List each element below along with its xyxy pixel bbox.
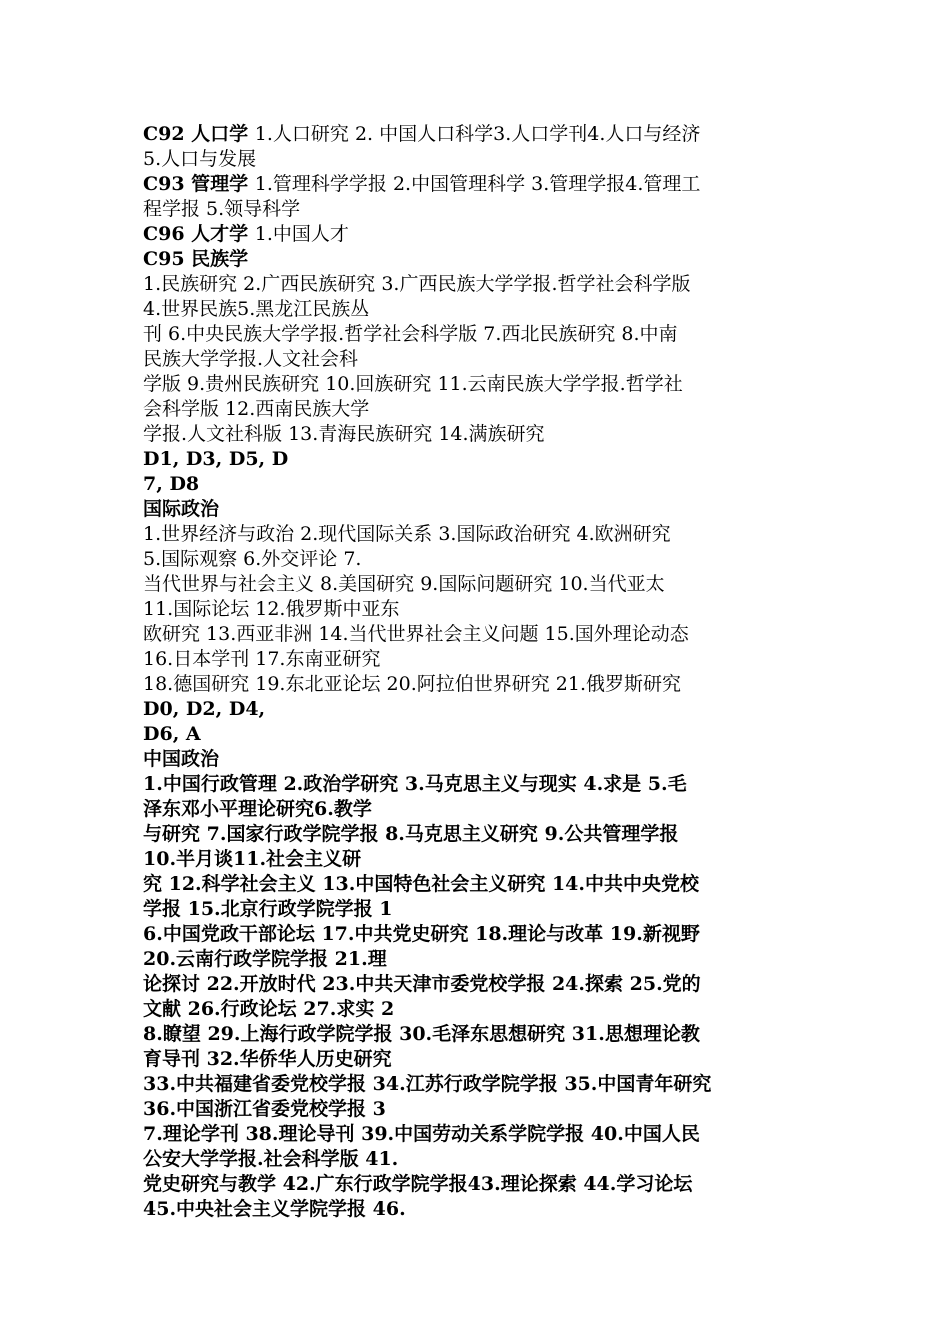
bold-text-segment: 7, D8 — [143, 473, 200, 495]
text-line — [143, 672, 813, 697]
text-line — [143, 897, 813, 922]
bold-text-segment: 33.中共福建省委党校学报 34.江苏行政学院学报 35.中国青年研究 — [143, 1073, 712, 1095]
bold-text-segment: C95 民族学 — [143, 248, 249, 270]
text-line — [143, 522, 813, 547]
text-segment: 1.世界经济与政治 2.现代国际关系 3.国际政治研究 4.欧洲研究 — [143, 523, 671, 545]
text-segment: 5.人口与发展 — [143, 148, 257, 170]
text-line — [143, 972, 813, 997]
text-line — [143, 397, 813, 422]
bold-text-segment: 学报 15.北京行政学院学报 1 — [143, 898, 393, 920]
bold-text-segment: C96 人才学 — [143, 223, 255, 245]
bold-text-segment: 究 12.科学社会主义 13.中国特色社会主义研究 14.中共中央党校 — [143, 873, 700, 895]
text-line — [143, 422, 813, 447]
text-line — [143, 947, 813, 972]
text-line — [143, 772, 813, 797]
text-line — [143, 597, 813, 622]
text-line — [143, 997, 813, 1022]
bold-text-segment: 论探讨 22.开放时代 23.中共天津市委党校学报 24.探索 25.党的 — [143, 973, 701, 995]
bold-text-segment: C93 管理学 — [143, 173, 255, 195]
bold-text-segment: 国际政治 — [143, 498, 220, 520]
bold-text-segment: 20.云南行政学院学报 21.理 — [143, 948, 387, 970]
text-segment: 11.国际论坛 12.俄罗斯中亚东 — [143, 598, 400, 620]
text-line — [143, 722, 813, 747]
text-line — [143, 1122, 813, 1147]
document-body — [143, 122, 813, 1222]
bold-text-segment: 10.半月谈11.社会主义研 — [143, 848, 362, 870]
bold-text-segment: 党史研究与教学 42.广东行政学院学报43.理论探索 44.学习论坛 — [143, 1173, 693, 1195]
text-line — [143, 347, 813, 372]
text-line — [143, 172, 813, 197]
bold-text-segment: D1, D3, D5, D — [143, 448, 289, 470]
text-line — [143, 822, 813, 847]
text-line — [143, 447, 813, 472]
text-line — [143, 1172, 813, 1197]
text-line — [143, 547, 813, 572]
text-line — [143, 322, 813, 347]
text-segment: 程学报 5.领导科学 — [143, 198, 301, 220]
bold-text-segment: 中国政治 — [143, 748, 220, 770]
text-segment: 学报.人文社科版 13.青海民族研究 14.满族研究 — [143, 423, 545, 445]
bold-text-segment: 8.瞭望 29.上海行政学院学报 30.毛泽东思想研究 31.思想理论教 — [143, 1023, 700, 1045]
text-line — [143, 1147, 813, 1172]
text-line — [143, 622, 813, 647]
text-line — [143, 222, 813, 247]
text-segment: 1.中国人才 — [254, 223, 349, 245]
text-line — [143, 847, 813, 872]
text-line — [143, 922, 813, 947]
text-line — [143, 1022, 813, 1047]
text-line — [143, 197, 813, 222]
text-line — [143, 1197, 813, 1222]
text-segment: 16.日本学刊 17.东南亚研究 — [143, 648, 381, 670]
bold-text-segment: 与研究 7.国家行政学院学报 8.马克思主义研究 9.公共管理学报 — [143, 823, 679, 845]
text-line — [143, 747, 813, 772]
bold-text-segment: 文献 26.行政论坛 27.求实 2 — [143, 998, 395, 1020]
text-segment: 学版 9.贵州民族研究 10.回族研究 11.云南民族大学学报.哲学社 — [143, 373, 683, 395]
text-segment: 4.世界民族5.黑龙江民族丛 — [143, 298, 370, 320]
text-line — [143, 1047, 813, 1072]
text-line — [143, 297, 813, 322]
text-line — [143, 1097, 813, 1122]
text-line — [143, 247, 813, 272]
text-segment: 5.国际观察 6.外交评论 7. — [143, 548, 362, 570]
text-line — [143, 872, 813, 897]
text-line — [143, 122, 813, 147]
bold-text-segment: 1.中国行政管理 2.政治学研究 3.马克思主义与现实 4.求是 5.毛 — [143, 773, 687, 795]
text-segment: 民族大学学报.人文社会科 — [143, 348, 359, 370]
bold-text-segment: C92 人口学 — [143, 123, 255, 145]
text-line — [143, 1072, 813, 1097]
bold-text-segment: 7.理论学刊 38.理论导刊 39.中国劳动关系学院学报 40.中国人民 — [143, 1123, 700, 1145]
text-segment: 1.管理科学学报 2.中国管理科学 3.管理学报4.管理工 — [254, 173, 701, 195]
text-line — [143, 572, 813, 597]
text-segment: 欧研究 13.西亚非洲 14.当代世界社会主义问题 15.国外理论动态 — [143, 623, 689, 645]
bold-text-segment: 公安大学学报.社会科学版 41. — [143, 1148, 399, 1170]
bold-text-segment: 育导刊 32.华侨华人历史研究 — [143, 1048, 392, 1070]
text-line — [143, 272, 813, 297]
text-segment: 会科学版 12.西南民族大学 — [143, 398, 370, 420]
bold-text-segment: D0, D2, D4, — [143, 698, 266, 720]
text-segment: 1.民族研究 2.广西民族研究 3.广西民族大学学报.哲学社会科学版 — [143, 273, 691, 295]
bold-text-segment: 45.中央社会主义学院学报 46. — [143, 1198, 406, 1220]
text-line — [143, 647, 813, 672]
bold-text-segment: 6.中国党政干部论坛 17.中共党史研究 18.理论与改革 19.新视野 — [143, 923, 700, 945]
text-line — [143, 372, 813, 397]
text-segment: 当代世界与社会主义 8.美国研究 9.国际问题研究 10.当代亚太 — [143, 573, 665, 595]
text-line — [143, 472, 813, 497]
text-line — [143, 697, 813, 722]
text-segment: 刊 6.中央民族大学学报.哲学社会科学版 7.西北民族研究 8.中南 — [143, 323, 678, 345]
text-line — [143, 497, 813, 522]
bold-text-segment: 泽东邓小平理论研究6.教学 — [143, 798, 372, 820]
bold-text-segment: 36.中国浙江省委党校学报 3 — [143, 1098, 386, 1120]
text-segment: 18.德国研究 19.东北亚论坛 20.阿拉伯世界研究 21.俄罗斯研究 — [143, 673, 681, 695]
text-segment: 1.人口研究 2. 中国人口科学3.人口学刊4.人口与经济 — [254, 123, 701, 145]
text-line — [143, 147, 813, 172]
text-line — [143, 797, 813, 822]
bold-text-segment: D6, A — [143, 723, 201, 745]
